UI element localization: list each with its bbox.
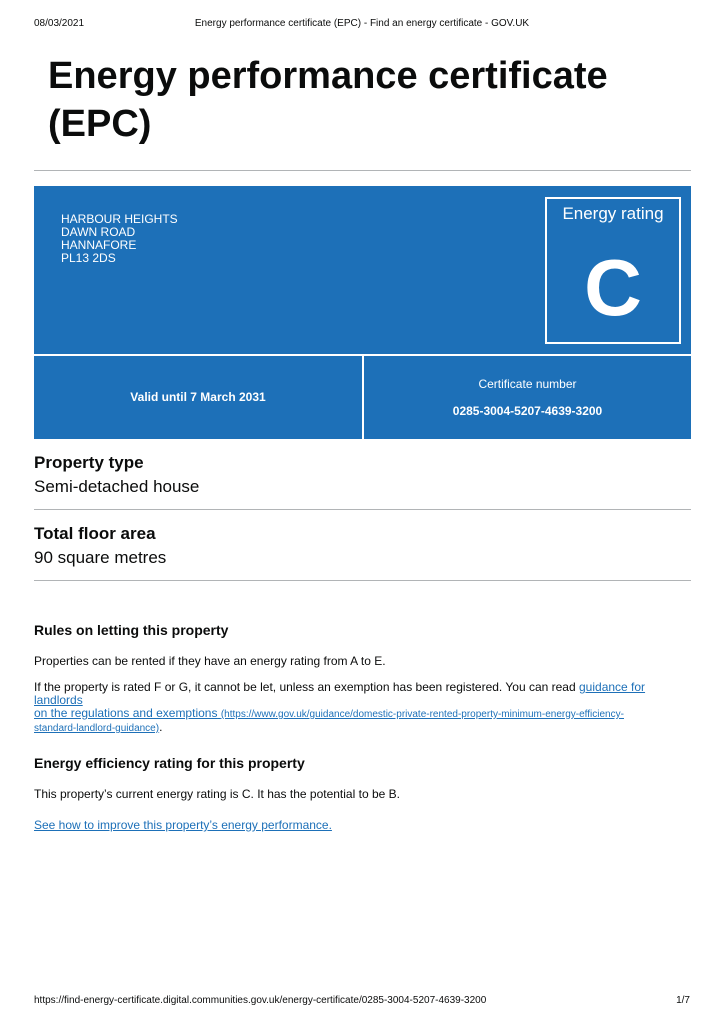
property-address [61, 213, 178, 265]
landlord-guidance-link-text-1: guidance for landlords [34, 680, 646, 707]
certificate-number-label: Certificate number [478, 377, 577, 391]
letting-rules-text: If the property is rated F or G, it cannot be let, unless an exemption has been registered. You can read [34, 680, 579, 694]
floor-area-heading: Total floor area [34, 524, 156, 543]
address-postcode: PL13 2DS [61, 251, 116, 265]
improve-performance-link[interactable]: See how to improve this property’s energy performance. [34, 818, 332, 832]
landlord-guidance-url-1: (https://www.gov.uk/guidance/domestic-private-rented-property-minimum-energy-efficiency- [220, 709, 624, 720]
address-line-2: DAWN ROAD [61, 225, 136, 239]
valid-until: Valid until 7 March 2031 [130, 390, 266, 404]
energy-rating-box [545, 197, 681, 344]
landlord-guidance-url-2: standard-landlord-guidance) [34, 723, 160, 734]
efficiency-rating-heading: Energy efficiency rating for this property [34, 755, 305, 771]
floor-area-item [34, 523, 691, 569]
print-url: https://find-energy-certificate.digital.communities.gov.uk/energy-certificate/0285-3004-5207-4639-3200 [34, 995, 487, 1006]
print-header [34, 18, 690, 32]
letting-rules-paragraph-2 [34, 681, 694, 735]
banner-divider-vertical [362, 354, 364, 439]
floor-area-divider [34, 580, 691, 581]
improve-performance-paragraph [34, 819, 694, 832]
property-type-divider [34, 509, 691, 510]
letting-rules-paragraph-1: Properties can be rented if they have an energy rating from A to E. [34, 654, 386, 668]
page-title [48, 52, 688, 148]
property-type-value: Semi-detached house [34, 477, 200, 496]
epc-summary-banner [34, 186, 691, 439]
page-title-line-1: Energy performance certificate [48, 55, 608, 97]
letting-rules-heading: Rules on letting this property [34, 622, 229, 638]
print-footer [34, 995, 690, 1009]
print-page-number: 1/7 [676, 995, 690, 1006]
letting-rules-suffix: . [159, 720, 163, 734]
energy-rating-label: Energy rating [562, 204, 664, 223]
address-line-1: HARBOUR HEIGHTS [61, 212, 178, 226]
efficiency-rating-paragraph: This property’s current energy rating is C. It has the potential to be B. [34, 787, 400, 801]
page-title-line-2: (EPC) [48, 103, 152, 145]
print-document-title: Energy performance certificate (EPC) - Find an energy certificate - GOV.UK [194, 18, 530, 29]
property-type-heading: Property type [34, 453, 144, 472]
property-type-item [34, 452, 691, 498]
landlord-guidance-link-text-2: on the regulations and exemptions [34, 706, 218, 720]
energy-rating-letter: C [584, 243, 642, 332]
floor-area-value: 90 square metres [34, 548, 167, 567]
certificate-number: 0285-3004-5207-4639-3200 [452, 404, 603, 418]
print-date: 08/03/2021 [34, 18, 85, 29]
address-line-3: HANNAFORE [61, 238, 137, 252]
title-divider [34, 170, 691, 171]
